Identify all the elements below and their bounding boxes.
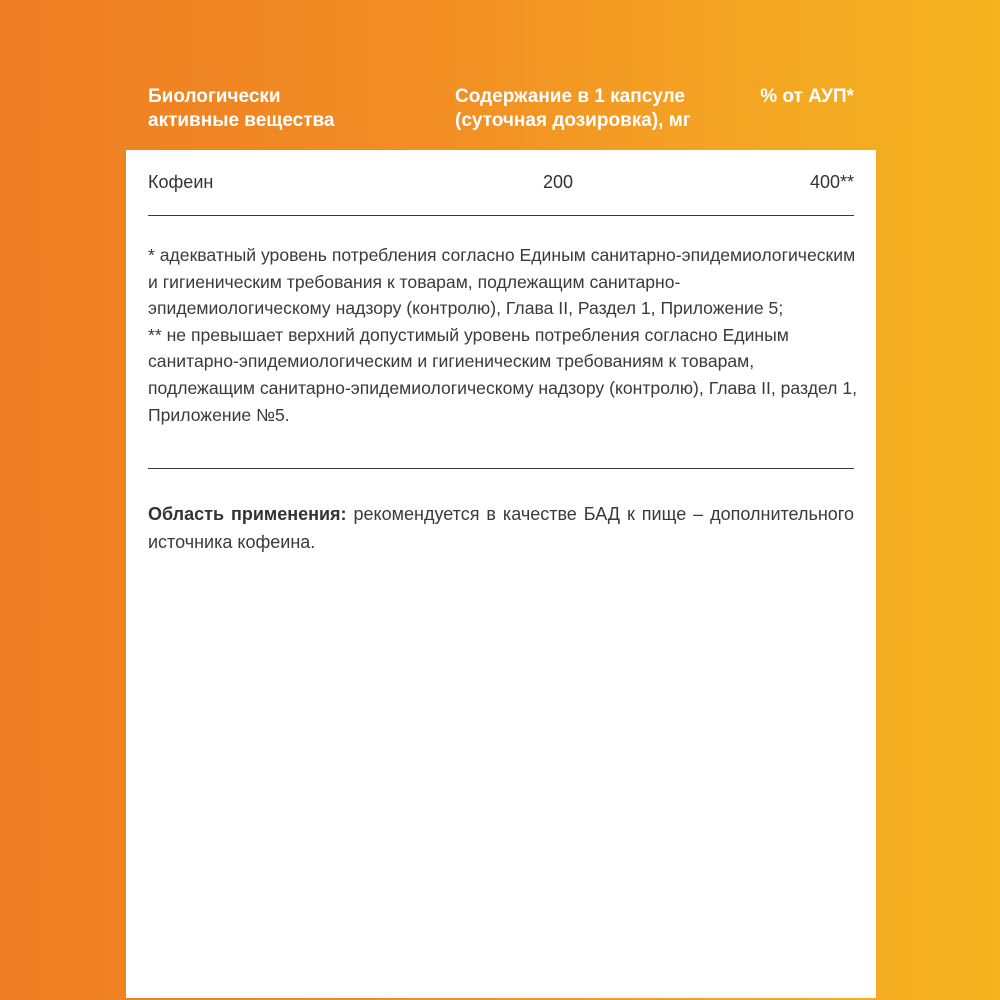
usage-section xyxy=(148,500,854,556)
footnotes xyxy=(148,242,860,428)
divider xyxy=(148,468,854,469)
divider xyxy=(148,215,854,216)
footnote-1: * адекватный уровень потребления согласно Единым санитарно-эпидемиологическим и гигиеническим требования к товарам, подлежащим санитарно-эпидемиологическому надзору (контролю), Глава II, Раздел 1, Приложение 5; xyxy=(148,245,856,319)
footnote-2: ** не превышает верхний допустимый уровень потребления согласно Единым санитарно-эпидемиологическим и гигиеническим требованиям к товарам, подлежащим санитарно-эпидемиологическому надзору (контролю), Глава II, раздел 1, Приложение №5. xyxy=(148,324,857,425)
row-substance-name: Кофеин xyxy=(148,172,214,192)
row-percent: 400** xyxy=(809,172,854,192)
usage-label: Область применения: xyxy=(148,504,347,524)
header-active-substances: Биологически активные вещества xyxy=(148,86,335,131)
table-row xyxy=(148,172,854,202)
header-percent-aup: % от АУП* xyxy=(760,86,854,107)
header-content-per-capsule: Содержание в 1 капсуле (суточная дозировка), мг xyxy=(455,86,691,131)
row-amount: 200 xyxy=(542,172,574,192)
usage-text: рекомендуется в качестве БАД к пище – дополнительного источника кофеина. xyxy=(148,504,854,552)
table-header xyxy=(0,0,1000,150)
